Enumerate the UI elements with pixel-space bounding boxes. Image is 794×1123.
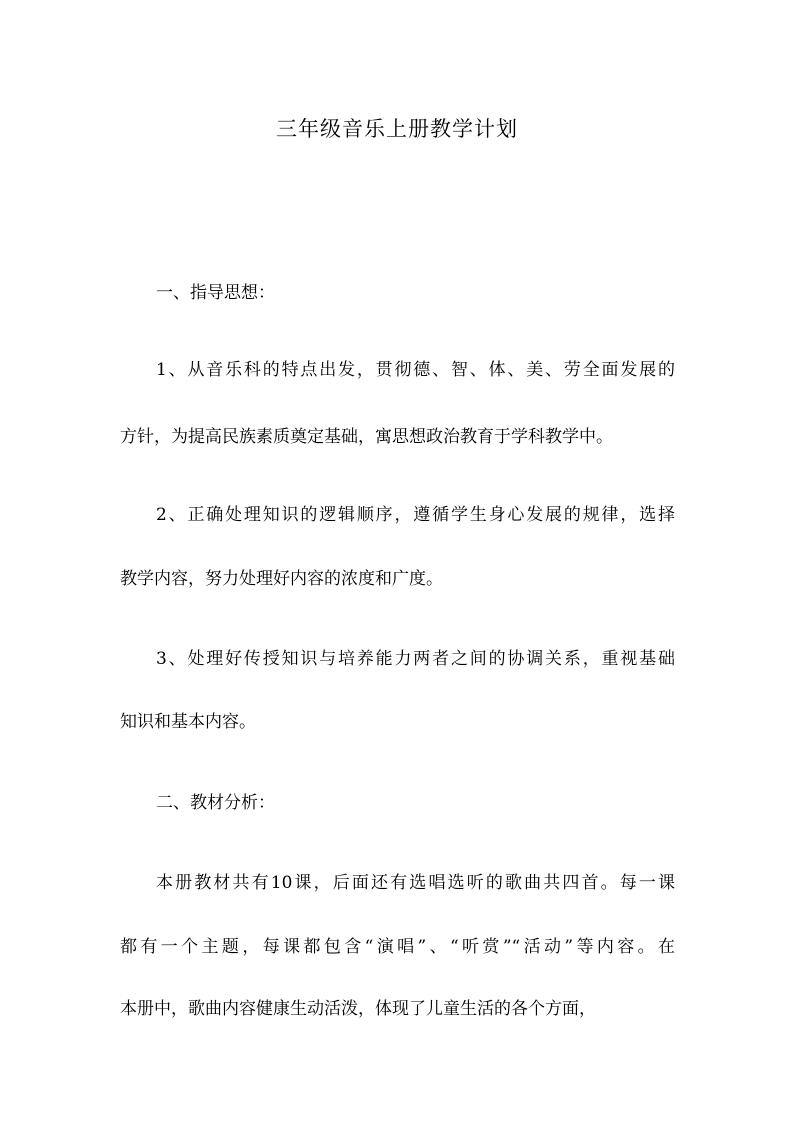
paragraph-3-line-1: 3、处理好传授知识与培养能力两者之间的协调关系，重视基础 [156, 649, 675, 669]
paragraph-1-line-2: 方针，为提高民族素质奠定基础，寓思想政治教育于学科教学中。 [120, 427, 613, 447]
paragraph-4-line-1: 本册教材共有10课，后面还有选唱选听的歌曲共四首。每一课 [156, 873, 675, 893]
section-heading-textbook-analysis: 二、教材分析： [156, 793, 275, 813]
paragraph-1-line-1: 1、从音乐科的特点出发，贯彻德、智、体、美、劳全面发展的 [156, 360, 675, 380]
paragraph-2-line-2: 教学内容，努力处理好内容的浓度和广度。 [120, 569, 443, 589]
paragraph-4-line-2: 都有一个主题，每课都包含“演唱”、“听赏”“活动”等内容。在 [120, 937, 675, 957]
document-title: 三年级音乐上册教学计划 [276, 117, 518, 141]
paragraph-2-line-1: 2、正确处理知识的逻辑顺序，遵循学生身心发展的规律，选择 [156, 505, 675, 525]
paragraph-3-line-2: 知识和基本内容。 [120, 712, 256, 732]
paragraph-4-line-3: 本册中，歌曲内容健康生动活泼，体现了儿童生活的各个方面， [120, 999, 596, 1019]
section-heading-guiding-ideology: 一、指导思想： [156, 283, 275, 303]
